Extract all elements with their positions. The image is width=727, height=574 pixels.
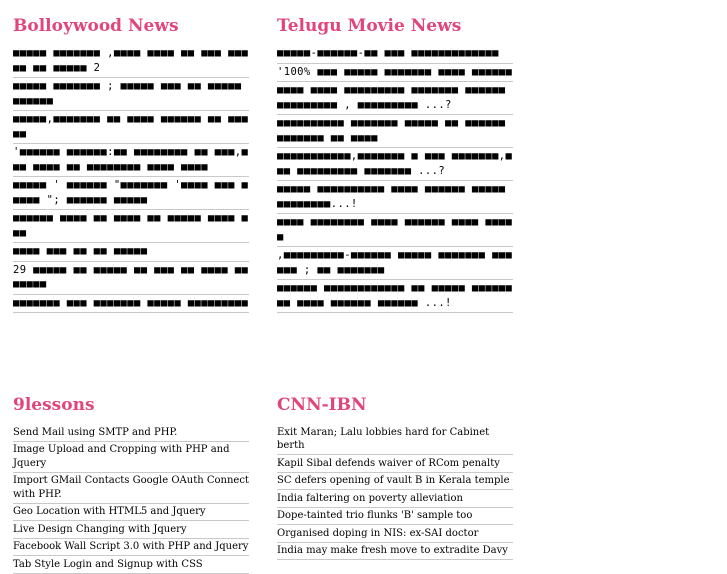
- cnn-ibn-list: [277, 424, 513, 560]
- news-link[interactable]: ■■■■■-■■■■■■-■■ ■■■ ■■■■■■■■■■■■■: [277, 45, 513, 64]
- section-title-telugu: Telugu Movie News: [277, 16, 462, 36]
- section-title-bollywood: Bolloywood News: [13, 16, 179, 36]
- cnn-ibn-section: [277, 395, 513, 560]
- news-link[interactable]: ■■■■■■■■■■ ■■■■■■■ ■■■■■ ■■ ■■■■■■ ■■■■■■■ ■■ ■■■■: [277, 115, 513, 148]
- headline-link[interactable]: Dope-tainted trio flunks 'B' sample too: [277, 508, 513, 526]
- headline-link[interactable]: India faltering on poverty alleviation: [277, 490, 513, 508]
- article-link[interactable]: Live Design Changing with Jquery: [13, 521, 249, 539]
- bollywood-news-list: [13, 45, 249, 313]
- telugu-movie-news-section: [277, 16, 513, 313]
- section-title-cnn-ibn: CNN-IBN: [277, 395, 367, 415]
- article-link[interactable]: Image Upload and Cropping with PHP and Jquery: [13, 442, 249, 473]
- bollywood-news-section: [13, 16, 249, 313]
- 9lessons-list: [13, 424, 249, 574]
- headline-link[interactable]: Exit Maran; Lalu lobbies hard for Cabinet berth: [277, 424, 513, 455]
- 9lessons-section: [13, 395, 249, 574]
- news-link[interactable]: ■■■■■■ ■■■■ ■■ ■■■■ ■■ ■■■■■ ■■■■ ■■■: [13, 210, 249, 243]
- news-link[interactable]: ■■■■■■■■■■■,■■■■■■■ ■ ■■■ ■■■■■■■,■■■ ■■■■■■■■■ ■■■■■■■ ...?: [277, 148, 513, 181]
- headline-link[interactable]: Organised doping in NIS: ex-SAI doctor: [277, 525, 513, 543]
- news-link[interactable]: 29 ■■■■■ ■■ ■■■■■ ■■ ■■■ ■■ ■■■■ ■■ ■■■■■: [13, 262, 249, 295]
- article-link[interactable]: Facebook Wall Script 3.0 with PHP and Jquery: [13, 539, 249, 557]
- news-link[interactable]: ■■■■■■ ■■■■■■■■■■■■ ■■ ■■■■■ ■■■■■■■■ ■■■■ ■■■■■■ ■■■■■■ ...!: [277, 280, 513, 313]
- news-link[interactable]: ■■■■ ■■■■ ■■■■■■■■■ ■■■■■■■ ■■■■■■ ■■■■■■■■■ , ■■■■■■■■■ ...?: [277, 82, 513, 115]
- news-link[interactable]: '■■■■■■ ■■■■■■:■■ ■■■■■■■■ ■■ ■■■,■■■ ■■■■ ■■ ■■■■■■■■ ■■■■ ■■■■: [13, 144, 249, 177]
- article-link[interactable]: Import GMail Contacts Google OAuth Connect with PHP.: [13, 473, 249, 504]
- telugu-news-list: [277, 45, 513, 313]
- article-link[interactable]: Geo Location with HTML5 and Jquery: [13, 504, 249, 522]
- news-link[interactable]: ■■■■■ ■■■■■■■ ; ■■■■■ ■■■ ■■ ■■■■■ ■■■■■■: [13, 78, 249, 111]
- news-link[interactable]: ■■■■■ ■■■■■■■ ,■■■■ ■■■■ ■■ ■■■ ■■■■■ ■■ ■■■■■ 2: [13, 45, 249, 78]
- news-link[interactable]: '100% ■■■ ■■■■■ ■■■■■■■ ■■■■ ■■■■■■: [277, 64, 513, 83]
- section-title-9lessons: 9lessons: [13, 395, 95, 415]
- news-link[interactable]: ■■■■■ ■■■■■■■■■■ ■■■■ ■■■■■■ ■■■■■ ■■■■■■■■...!: [277, 181, 513, 214]
- headline-link[interactable]: India may make fresh move to extradite Davy: [277, 543, 513, 561]
- news-link[interactable]: ■■■■ ■■■ ■■ ■■ ■■■■■: [13, 243, 249, 262]
- news-link[interactable]: ■■■■■■■ ■■■ ■■■■■■■ ■■■■■ ■■■■■■■■■: [13, 295, 249, 314]
- news-link[interactable]: ,■■■■■■■■■-■■■■■■ ■■■■■ ■■■■■■■ ■■■■■■ ; ■■ ■■■■■■■: [277, 247, 513, 280]
- news-link[interactable]: ■■■■■ ' ■■■■■■ "■■■■■■■ '■■■■ ■■■ ■■■■■ "; ■■■■■■ ■■■■■: [13, 177, 249, 210]
- news-link[interactable]: ■■■■■,■■■■■■■ ■■ ■■■■ ■■■■■■ ■■ ■■■■■: [13, 111, 249, 144]
- article-link[interactable]: Tab Style Login and Signup with CSS: [13, 556, 249, 574]
- headline-link[interactable]: Kapil Sibal defends waiver of RCom penalty: [277, 455, 513, 473]
- news-link[interactable]: ■■■■ ■■■■■■■■ ■■■■ ■■■■■■ ■■■■ ■■■■■: [277, 214, 513, 247]
- article-link[interactable]: Send Mail using SMTP and PHP.: [13, 424, 249, 442]
- headline-link[interactable]: SC defers opening of vault B in Kerala temple: [277, 473, 513, 491]
